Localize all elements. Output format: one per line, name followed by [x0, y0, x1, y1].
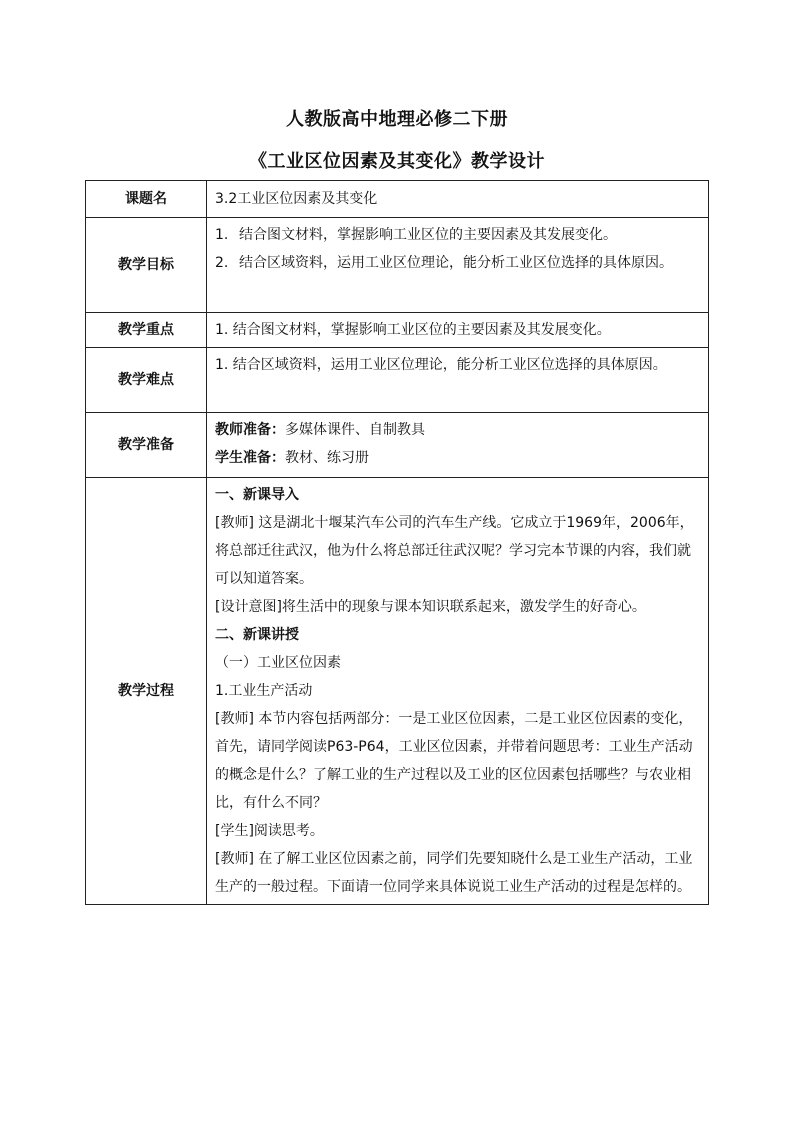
table-row-topic [86, 181, 709, 218]
list-item: 1. 结合图文材料，掌握影响工业区位的主要因素及其发展变化。 [215, 227, 617, 243]
process-label: 教学过程 [86, 478, 207, 905]
goal-text: 结合图文材料，掌握影响工业区位的主要因素及其发展变化。 [239, 227, 617, 243]
teacher-prep-text: 多媒体课件、自制教具 [285, 422, 425, 438]
student-prep-text: 教材、练习册 [285, 450, 369, 466]
teacher-prep-label: 教师准备： [215, 422, 285, 438]
goal-text: 结合区域资料，运用工业区位理论，能分析工业区位选择的具体原因。 [239, 255, 673, 271]
section-heading: 一、新课导入 [215, 487, 299, 503]
subsection-heading: 1.工业生产活动 [215, 683, 313, 699]
table-row-key [86, 313, 709, 348]
difficult-label: 教学难点 [86, 348, 207, 413]
paragraph: [教师] 这是湖北十堰某汽车公司的汽车生产线。它成立于1969年，2006年，将总部迁往武汉，他为什么将总部迁往武汉呢？学习完本节课的内容，我们就可以知道答案。 [215, 515, 694, 587]
table-row-goals [86, 218, 709, 313]
subsection-heading: （一）工业区位因素 [215, 655, 341, 671]
goals-content [207, 218, 709, 313]
paragraph: [教师] 本节内容包括两部分：一是工业区位因素，二是工业区位因素的变化，首先，请同学阅读P63-P64，工业区位因素，并带着问题思考：工业生产活动的概念是什么？了解工业的生产过程以及工业的区位因素包括哪些？与农业相比，有什么不同？ [215, 711, 693, 811]
topic-value: 3.2工业区位因素及其变化 [207, 181, 709, 218]
key-label: 教学重点 [86, 313, 207, 348]
process-content [207, 478, 709, 905]
key-content: 1. 结合图文材料，掌握影响工业区位的主要因素及其发展变化。 [207, 313, 709, 348]
paragraph: [学生]阅读思考。 [215, 823, 324, 839]
prep-content [207, 413, 709, 478]
lesson-plan-table [85, 180, 709, 905]
topic-label: 课题名 [86, 181, 207, 218]
table-row-prep [86, 413, 709, 478]
difficult-content: 1. 结合区域资料，运用工业区位理论，能分析工业区位选择的具体原因。 [207, 348, 709, 413]
table-row-difficult [86, 348, 709, 413]
section-heading: 二、新课讲授 [215, 627, 299, 643]
list-item: 2. 结合区域资料，运用工业区位理论，能分析工业区位选择的具体原因。 [215, 255, 673, 271]
prep-label: 教学准备 [86, 413, 207, 478]
table-row-process [86, 478, 709, 905]
student-prep-label: 学生准备： [215, 450, 285, 466]
paragraph: [教师] 在了解工业区位因素之前，同学们先要知晓什么是工业生产活动，工业生产的一般过程。下面请一位同学来具体说说工业生产活动的过程是怎样的。 [215, 851, 693, 895]
document-title: 人教版高中地理必修二下册 [286, 109, 508, 130]
goals-label: 教学目标 [86, 218, 207, 313]
document-subtitle: 《工业区位因素及其变化》教学设计 [249, 151, 545, 172]
paragraph: [设计意图]将生活中的现象与课本知识联系起来，激发学生的好奇心。 [215, 599, 646, 615]
